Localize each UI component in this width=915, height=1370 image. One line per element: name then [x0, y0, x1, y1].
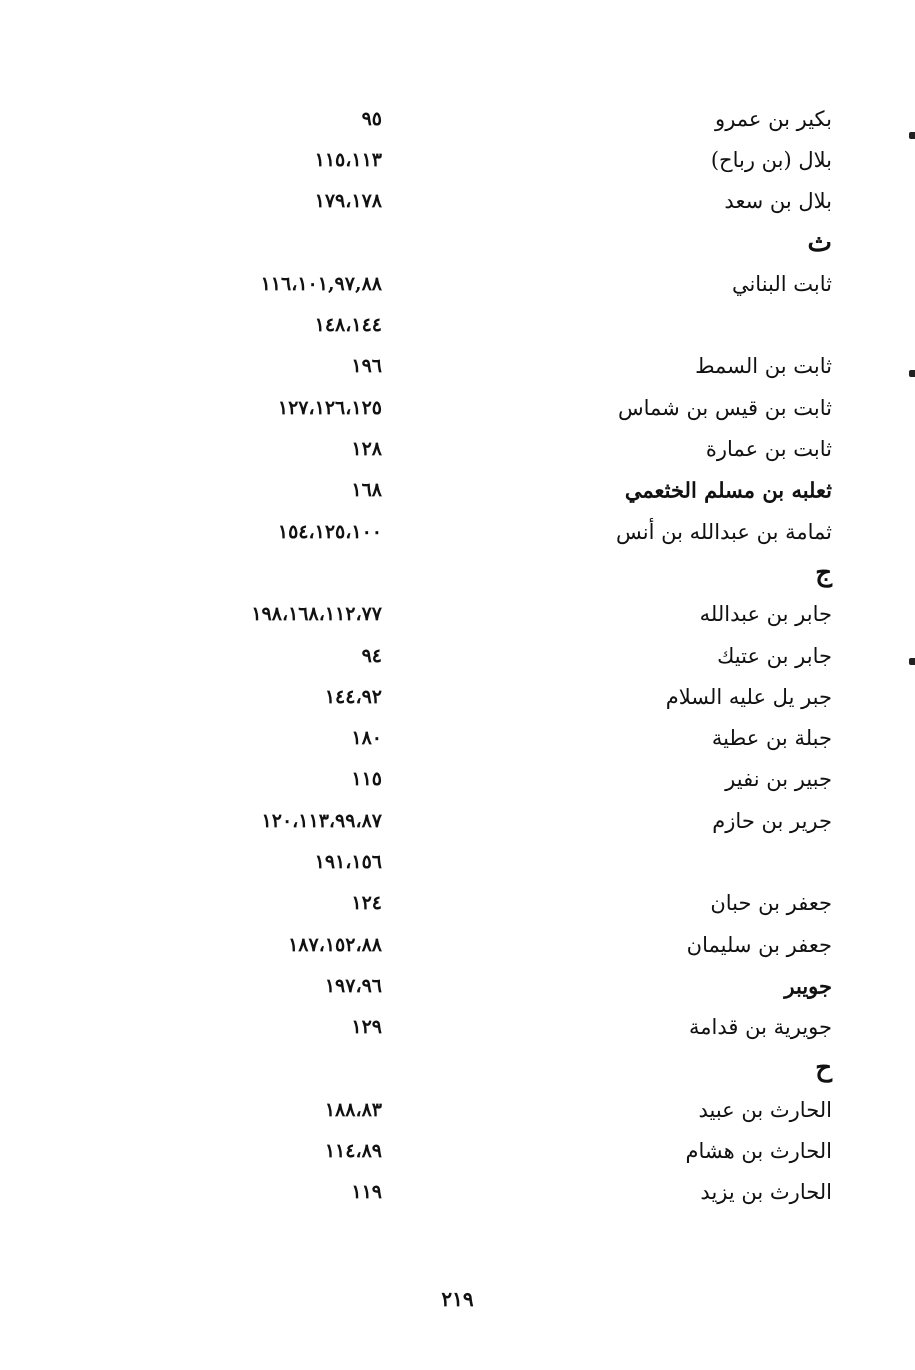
index-entry — [150, 346, 840, 387]
entry-name: ثعلبه بن مسلم الخثعمي — [624, 477, 832, 503]
entry-pages: ١٩٧،٩٦ — [324, 974, 382, 997]
entry-pages: ١٧٩،١٧٨ — [314, 190, 382, 213]
entry-pages: ١٩١،١٥٦ — [314, 850, 382, 873]
entry-name: بكير بن عمرو — [715, 106, 832, 131]
entry-pages: ١٤٤،٩٢ — [324, 685, 382, 708]
index-entry — [150, 1089, 840, 1130]
letter-heading — [150, 1048, 840, 1089]
entry-name: جعفر بن سليمان — [686, 932, 832, 957]
index-entry — [150, 883, 840, 924]
letter-heading-text: ج — [815, 557, 832, 588]
index-entry — [150, 470, 840, 511]
letter-heading-text: ث — [807, 227, 832, 258]
entry-pages: ١٨٠ — [351, 727, 382, 750]
letter-heading — [150, 222, 840, 263]
entry-pages: ١٩٨،١٦٨،١١٢،٧٧ — [251, 603, 382, 626]
index-entry — [150, 965, 840, 1006]
page-number: ٢١٩ — [441, 1287, 474, 1311]
index-entry — [150, 1172, 840, 1213]
index-entry — [150, 717, 840, 758]
index-entry-continuation — [150, 304, 840, 345]
entry-name: ثمامة بن عبدالله بن أنس — [615, 519, 832, 544]
index-entry-continuation — [150, 841, 840, 882]
index-entry — [150, 1007, 840, 1048]
entry-name: جويرية بن قدامة — [689, 1015, 832, 1040]
entry-pages: ١١٩ — [351, 1181, 382, 1204]
index-entry — [150, 263, 840, 304]
index-entry — [150, 428, 840, 469]
letter-heading-text: ح — [815, 1053, 832, 1084]
entry-pages: ١٨٧،١٥٢،٨٨ — [288, 933, 382, 956]
entry-pages: ١٩٦ — [351, 355, 382, 378]
entry-pages: ١٢٤ — [351, 892, 382, 915]
edge-mark — [909, 132, 915, 139]
index-list — [150, 98, 840, 1213]
entry-pages: ١٢٩ — [351, 1016, 382, 1039]
entry-name: ثابت بن السمط — [695, 354, 832, 379]
entry-pages: ١١٦،١٠١,٩٧,٨٨ — [260, 272, 382, 295]
entry-name: بلال بن سعد — [724, 189, 832, 214]
entry-pages: ٩٥ — [361, 107, 382, 130]
edge-mark — [909, 370, 915, 377]
entry-name: الحارث بن هشام — [685, 1139, 832, 1164]
entry-pages: ١١٤،٨٩ — [324, 1140, 382, 1163]
index-entry — [150, 511, 840, 552]
entry-pages: ١٥٤،١٢٥،١٠٠ — [277, 520, 382, 543]
entry-pages: ١١٥ — [351, 768, 382, 791]
entry-pages: ١٨٨،٨٣ — [324, 1098, 382, 1121]
index-entry — [150, 635, 840, 676]
index-entry — [150, 139, 840, 180]
index-entry — [150, 98, 840, 139]
entry-name: ثابت البناني — [731, 271, 832, 296]
entry-name: جابر بن عتيك — [717, 643, 832, 668]
entry-name: ثابت بن عمارة — [705, 437, 832, 462]
entry-name: جرير بن حازم — [712, 808, 832, 833]
entry-pages: ١٢٠،١١٣،٩٩،٨٧ — [261, 809, 382, 832]
entry-name: جبلة بن عطية — [711, 726, 832, 751]
entry-name: جعفر بن حبان — [710, 891, 832, 916]
entry-pages: ١٤٨،١٤٤ — [314, 314, 382, 337]
letter-heading — [150, 552, 840, 593]
entry-name: الحارث بن يزيد — [700, 1180, 832, 1205]
entry-name: ثابت بن قيس بن شماس — [618, 395, 832, 420]
entry-pages: ١٢٧،١٢٦،١٢٥ — [277, 396, 382, 419]
entry-name: جويبر — [784, 973, 832, 999]
index-entry — [150, 181, 840, 222]
entry-name: جبير بن نفير — [725, 767, 832, 792]
entry-name: جابر بن عبدالله — [699, 602, 832, 627]
index-entry — [150, 759, 840, 800]
entry-name: بلال (بن رباح) — [710, 147, 832, 172]
index-entry — [150, 387, 840, 428]
edge-mark — [909, 658, 915, 665]
entry-pages: ١٦٨ — [351, 479, 382, 502]
index-entry — [150, 676, 840, 717]
entry-pages: ١٢٨ — [351, 438, 382, 461]
index-entry — [150, 594, 840, 635]
entry-pages: ٩٤ — [361, 644, 382, 667]
entry-name: جبر يل عليه السلام — [665, 684, 832, 709]
entry-pages: ١١٥،١١٣ — [314, 148, 382, 171]
index-entry — [150, 924, 840, 965]
entry-name: الحارث بن عبيد — [698, 1097, 832, 1122]
index-entry — [150, 800, 840, 841]
index-entry — [150, 1130, 840, 1171]
